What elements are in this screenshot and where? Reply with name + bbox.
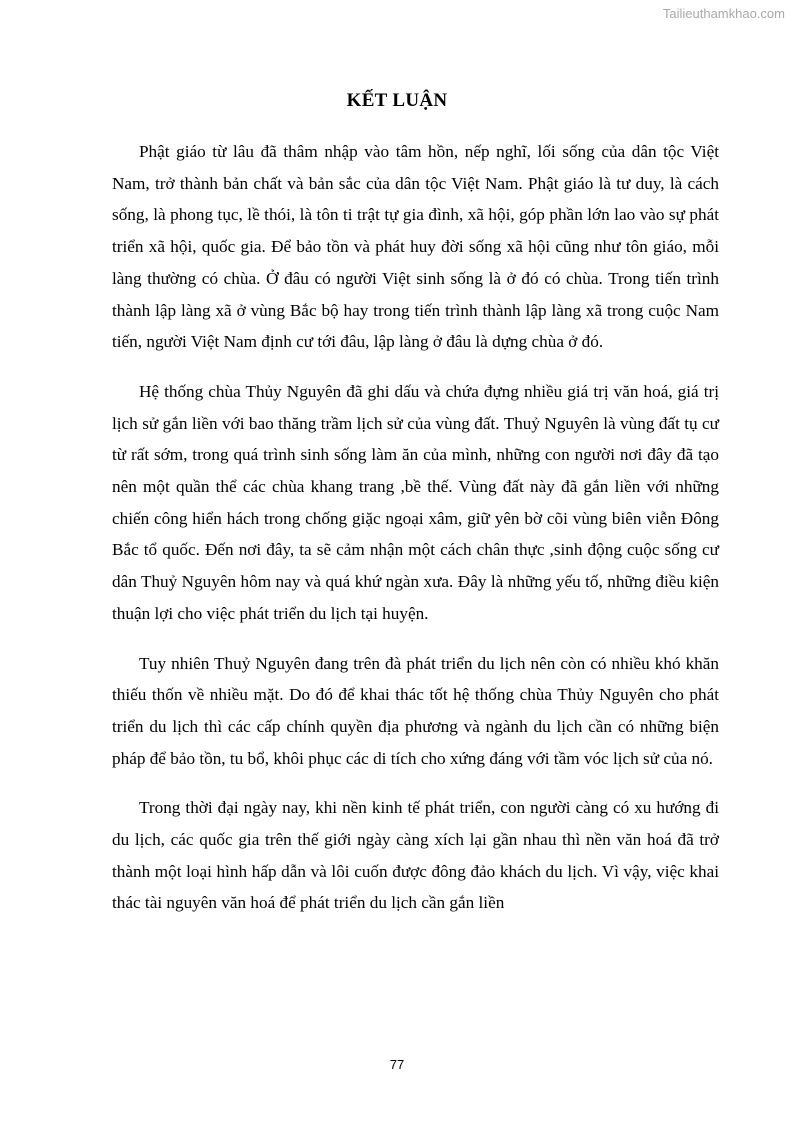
- page-title: KẾT LUẬN: [346, 89, 448, 111]
- paragraph-1: Phật giáo từ lâu đã thâm nhập vào tâm hồn, nếp nghĩ, lối sống của dân tộc Việt Nam, trở thành bản chất và bản sắc của dân tộc Việt Nam. Phật giáo là tư duy, là cách sống, là phong tục, lề thói, là tôn ti trật tự gia đình, xã hội, góp phần lớn lao vào sự phát triển xã hội, quốc gia. Để bảo tồn và phát huy đời sống xã hội cũng như tôn giáo, mỗi làng thường có chùa. Ở đâu có người Việt sinh sống là ở đó có chùa. Trong tiến trình thành lập làng xã ở vùng Bắc bộ hay trong tiến trình thành lập làng xã trong cuộc Nam tiến, người Việt Nam định cư tới đâu, lập làng ở đâu là dựng chùa ở đó.: [112, 142, 719, 352]
- watermark-text: Tailieuthamkhao.com: [662, 6, 785, 21]
- paragraph-2: Hệ thống chùa Thủy Nguyên đã ghi dấu và chứa đựng nhiều giá trị văn hoá, giá trị lịch sử gắn liền với bao thăng trầm lịch sử của vùng đất. Thuỷ Nguyên là vùng đất tụ cư từ rất sớm, trong quá trình sinh sống làm ăn của mình, những con người nơi đây đã tạo nên một quần thể các chùa khang trang ,bề thế. Vùng đất này đã gắn liền với những chiến công hiển hách trong chống giặc ngoại xâm, giữ yên bờ cõi vùng biên viễn Đông Bắc tổ quốc. Đến nơi đây, ta sẽ cảm nhận một cách chân thực ,sinh động cuộc sống cư dân Thuỷ Nguyên hôm nay và quá khứ ngàn xưa. Đây là những yếu tố, những điều kiện thuận lợi cho việc phát triển du lịch tại huyện.: [112, 381, 719, 623]
- page-number: 77: [389, 1057, 405, 1072]
- paragraph-3: Tuy nhiên Thuỷ Nguyên đang trên đà phát triển du lịch nên còn có nhiều khó khăn thiếu thốn về nhiều mặt. Do đó để khai thác tốt hệ thống chùa Thủy Nguyên cho phát triển du lịch thì các cấp chính quyền địa phương và ngành du lịch cần có những biện pháp để bảo tồn, tu bổ, khôi phục các di tích cho xứng đáng với tầm vóc lịch sử của nó.: [112, 653, 719, 768]
- document-body: [112, 136, 719, 937]
- paragraph-4: Trong thời đại ngày nay, khi nền kinh tế phát triển, con người càng có xu hướng đi du lịch, các quốc gia trên thế giới ngày càng xích lại gần nhau thì nền văn hoá đã trở thành một loại hình hấp dẫn và lôi cuốn được đông đảo khách du lịch. Vì vậy, việc khai thác tài nguyên văn hoá để phát triển du lịch cần gắn liền: [112, 798, 719, 913]
